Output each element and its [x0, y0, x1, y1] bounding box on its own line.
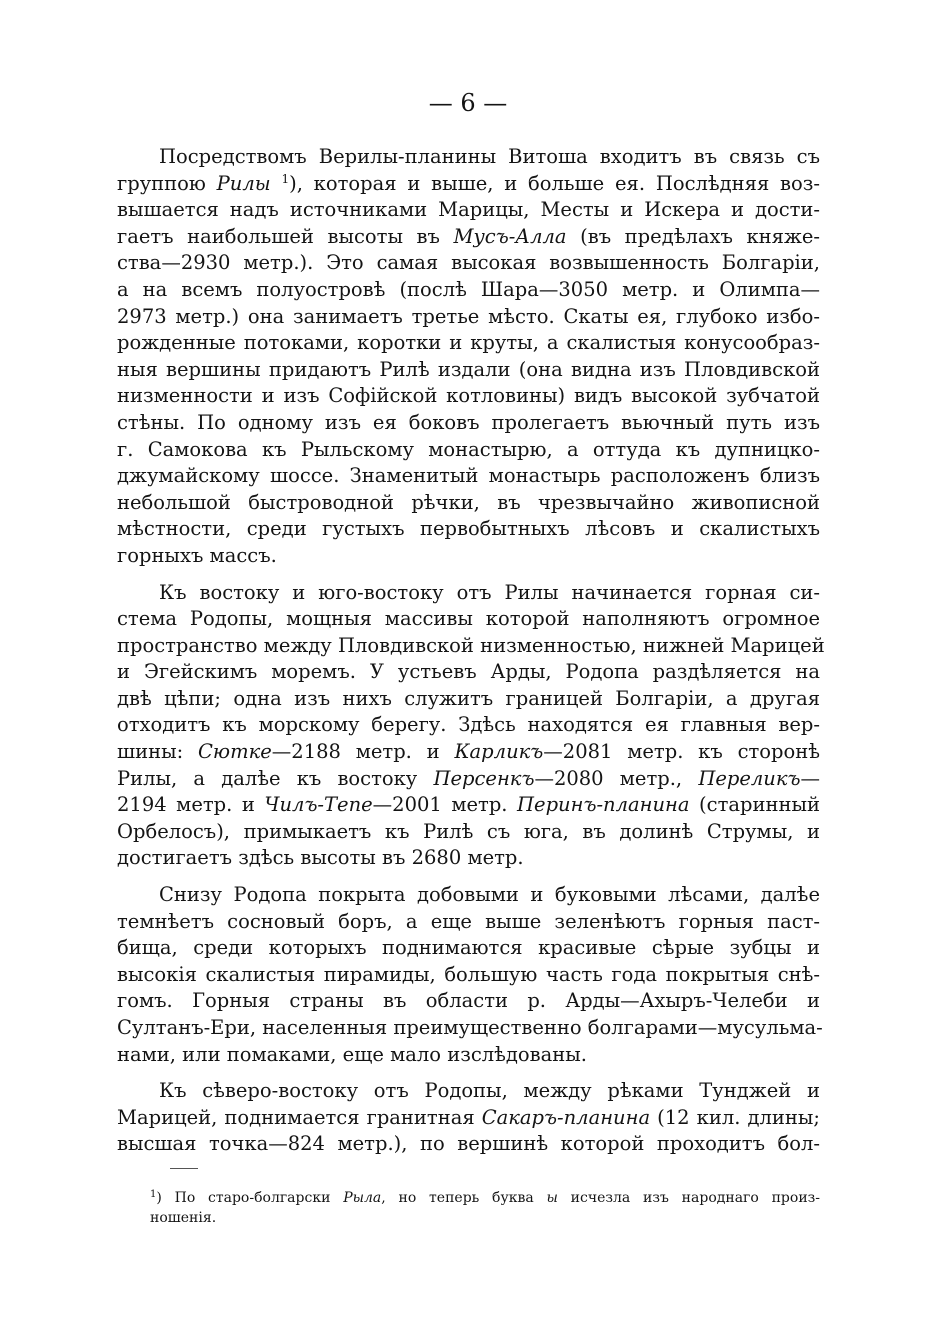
main-text	[117, 144, 825, 1158]
text-line: пространство между Пловдивской низменностью, нижней Марицей	[117, 633, 825, 657]
text-line: рожденные потоками, коротки и круты, а скалистыя конусообраз-	[117, 331, 820, 355]
text-line: стѣны. По одному изъ ея боковъ пролегаетъ вьючный путь изъ	[117, 410, 820, 434]
footnote	[150, 1188, 820, 1228]
page-number: — 6 —	[428, 89, 508, 117]
text-run: гаетъ наибольшей высоты въ	[117, 224, 454, 248]
text-run: (старинный	[689, 793, 820, 817]
text-run: —2081 метр. къ сторонѣ	[543, 740, 820, 764]
text-line	[117, 171, 820, 198]
text-line: темнѣетъ сосновый боръ, а еще выше зеленѣютъ горныя паст-	[117, 909, 820, 933]
text-line: высшая точка—824 метр.), по вершинѣ которой проходитъ бол-	[117, 1132, 820, 1156]
text-run	[271, 172, 282, 195]
footnote-rule	[170, 1168, 198, 1169]
italic-term: Персенкъ	[433, 766, 535, 790]
text-line: 2973 метр.) она занимаетъ третье мѣсто. Скаты ея, глубоко избо-	[117, 304, 820, 328]
text-line	[150, 1188, 820, 1208]
text-run: 2194 метр. и	[117, 793, 265, 817]
text-run: ) По старо-болгарски	[156, 1190, 344, 1206]
text-line: а на всемъ полуостровѣ (послѣ Шара—3050 метр. и Олимпа—	[117, 277, 820, 301]
italic-term: Рыла	[343, 1190, 382, 1206]
text-line: гомъ. Горныя страны въ области р. Арды—Ахыръ-Челеби и	[117, 989, 820, 1013]
text-line: стема Родопы, мощныя массивы которой наполняютъ огромное	[117, 607, 820, 631]
footnote-marker: 1	[150, 1189, 157, 1200]
text-run: , но теперь буква	[381, 1190, 547, 1206]
text-line: ства—2930 метр.). Это самая высокая возвышенность Болгаріи,	[117, 251, 820, 275]
text-line	[117, 739, 820, 766]
text-line: мѣстности, среди густыхъ первобытныхъ лѣсовъ и скалистыхъ	[117, 517, 820, 541]
text-line: отходитъ къ морскому берегу. Здѣсь находятся ея главныя вер-	[117, 713, 820, 737]
text-line: Снизу Родопа покрыта добовыми и буковыми лѣсами, далѣе	[159, 883, 820, 907]
text-line: Посредствомъ Верилы-планины Витоша входитъ въ связь съ	[159, 145, 820, 168]
text-run: группою	[117, 171, 217, 195]
paragraph	[117, 144, 820, 570]
text-line: вышается надъ источниками Марицы, Месты и Искера и дости-	[117, 198, 820, 222]
text-line: ныя вершины придаютъ Рилѣ издали (она видна изъ Пловдивской	[117, 357, 820, 381]
text-line: джумайскому шоссе. Знаменитый монастырь расположенъ близъ	[117, 464, 820, 488]
text-line: и Эгейскимъ моремъ. У устьевъ Арды, Родопа раздѣляется на	[117, 660, 820, 684]
text-line	[117, 792, 820, 819]
text-line: Къ сѣверо-востоку отъ Родопы, между рѣками Тунджей и	[159, 1079, 820, 1103]
text-run: —2001 метр.	[372, 793, 518, 817]
italic-term: Сакаръ-планина	[481, 1105, 651, 1129]
italic-term: Сютке	[198, 740, 272, 764]
text-run: (въ предѣлахъ княже-	[566, 224, 821, 248]
text-line: Къ востоку и юго-востоку отъ Рилы начинается горная си-	[159, 580, 820, 604]
text-run: (12 кил. длины;	[650, 1105, 820, 1129]
text-line: нами, или помаками, еще мало изслѣдованы.	[117, 1042, 587, 1066]
text-run: Марицей, поднимается гранитная	[117, 1105, 482, 1129]
paragraph	[117, 580, 825, 873]
text-line: Султанъ-Ери, населенныя преимущественно болгарами—мусульма-	[117, 1016, 823, 1039]
paragraph	[117, 1078, 820, 1158]
footnote-marker: 1	[281, 171, 290, 186]
text-line: бища, среди которыхъ поднимаются красивые сѣрые зубцы и	[117, 936, 820, 960]
text-run: Рилы, а далѣе къ востоку	[117, 766, 434, 790]
text-line	[117, 766, 820, 793]
text-run: ), которая и выше, и больше ея. Послѣдняя воз-	[289, 171, 820, 195]
italic-term: Чилъ-Тепе	[264, 793, 373, 817]
text-line: ношенія.	[150, 1210, 217, 1226]
italic-term: Рилы	[216, 171, 271, 195]
text-run: —	[800, 766, 820, 790]
text-line	[117, 224, 820, 251]
text-run: шины:	[117, 740, 199, 764]
text-line: двѣ цѣпи; одна изъ нихъ служитъ границей Болгаріи, а другая	[117, 686, 820, 710]
text-run: исчезла изъ народнаго произ-	[557, 1190, 821, 1206]
italic-term: Переликъ	[698, 766, 801, 790]
paragraph	[117, 882, 823, 1068]
text-line: г. Самокова къ Рыльскому монастырю, а оттуда къ дупницко-	[117, 437, 820, 461]
text-line	[117, 1105, 820, 1132]
text-line: достигаетъ здѣсь высоты въ 2680 метр.	[117, 846, 524, 870]
text-line: низменности и изъ Софійской котловины) видъ высокой зубчатой	[117, 384, 820, 408]
text-run: —2188 метр. и	[271, 740, 455, 764]
text-line: небольшой быстроводной рѣчки, въ чрезвычайно живописной	[117, 490, 820, 514]
italic-term: Мусъ-Алла	[453, 224, 567, 248]
italic-term: Карликъ	[454, 740, 544, 764]
text-run: —2080 метр.,	[534, 766, 699, 790]
text-line: высокія скалистыя пирамиды, большую часть года покрытыя снѣ-	[117, 962, 820, 986]
text-line: горныхъ массъ.	[117, 543, 277, 567]
text-line: Орбелосъ), примыкаетъ къ Рилѣ съ юга, въ долинѣ Струмы, и	[117, 819, 820, 843]
italic-term: Перинъ-планина	[517, 793, 690, 817]
italic-term: ы	[546, 1190, 558, 1206]
